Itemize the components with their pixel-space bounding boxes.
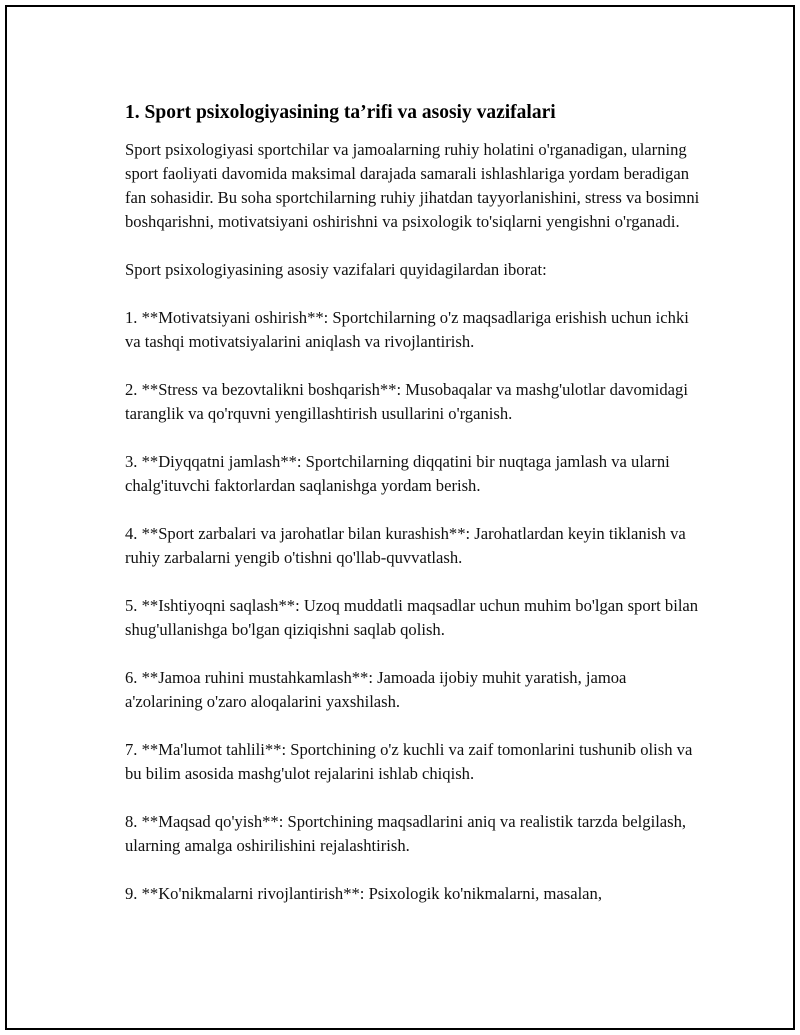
list-item-5: 5. **Ishtiyoqni saqlash**: Uzoq muddatli maqsadlar uchun muhim bo'lgan sport bilan shug'ullanishga bo'lgan qiziqishni saqlab qolish. (125, 596, 699, 639)
document-title: 1. Sport psixologiyasining ta’rifi va asosiy vazifalari (125, 102, 556, 123)
list-item-8: 8. **Maqsad qo'yish**: Sportchining maqsadlarini aniq va realistik tarzda belgilash, ularning amalga oshirilishini rejalashtirish. (125, 812, 687, 855)
list-item-6: 6. **Jamoa ruhini mustahkamlash**: Jamoada ijobiy muhit yaratish, jamoa a'zolarining o'zaro aloqalarini yaxshilash. (125, 668, 627, 711)
page-frame (5, 5, 795, 1030)
list-item-9: 9. **Ko'nikmalarni rivojlantirish**: Psixologik ko'nikmalarni, masalan, (125, 884, 602, 903)
list-item-4: 4. **Sport zarbalari va jarohatlar bilan kurashish**: Jarohatlardan keyin tiklanish va ruhiy zarbalarni yengib o'tishni qo'llab-quvvatlash. (125, 524, 686, 567)
list-item-3: 3. **Diyqqatni jamlash**: Sportchilarning diqqatini bir nuqtaga jamlash va ularni chalg'ituvchi faktorlardan saqlanishga yordam berish. (125, 452, 670, 495)
list-item-7: 7. **Ma'lumot tahlili**: Sportchining o'z kuchli va zaif tomonlarini tushunib olish va bu bilim asosida mashg'ulot rejalarini ishlab chiqish. (125, 740, 693, 783)
paragraph-tasks-lead: Sport psixologiyasining asosiy vazifalari quyidagilardan iborat: (125, 260, 547, 279)
list-item-1: 1. **Motivatsiyani oshirish**: Sportchilarning o'z maqsadlariga erishish uchun ichki va tashqi motivatsiyalarini aniqlash va rivojlantirish. (125, 308, 689, 351)
list-item-2: 2. **Stress va bezovtalikni boshqarish**: Musobaqalar va mashg'ulotlar davomidagi taranglik va qo'rquvni yengillashtirish usullarini o'rganish. (125, 380, 688, 423)
document-body (125, 101, 705, 930)
paragraph-intro: Sport psixologiyasi sportchilar va jamoalarning ruhiy holatini o'rganadigan, ularning sport faoliyati davomida maksimal darajada samarali ishlashlariga yordam beradigan fan sohasidir. Bu soha sportchilarning ruhiy jihatdan tayyorlanishini, stress va bosimni boshqarishni, motivatsiyani oshirishni va psixologik to'siqlarni yengishni o'rganadi. (125, 140, 700, 231)
